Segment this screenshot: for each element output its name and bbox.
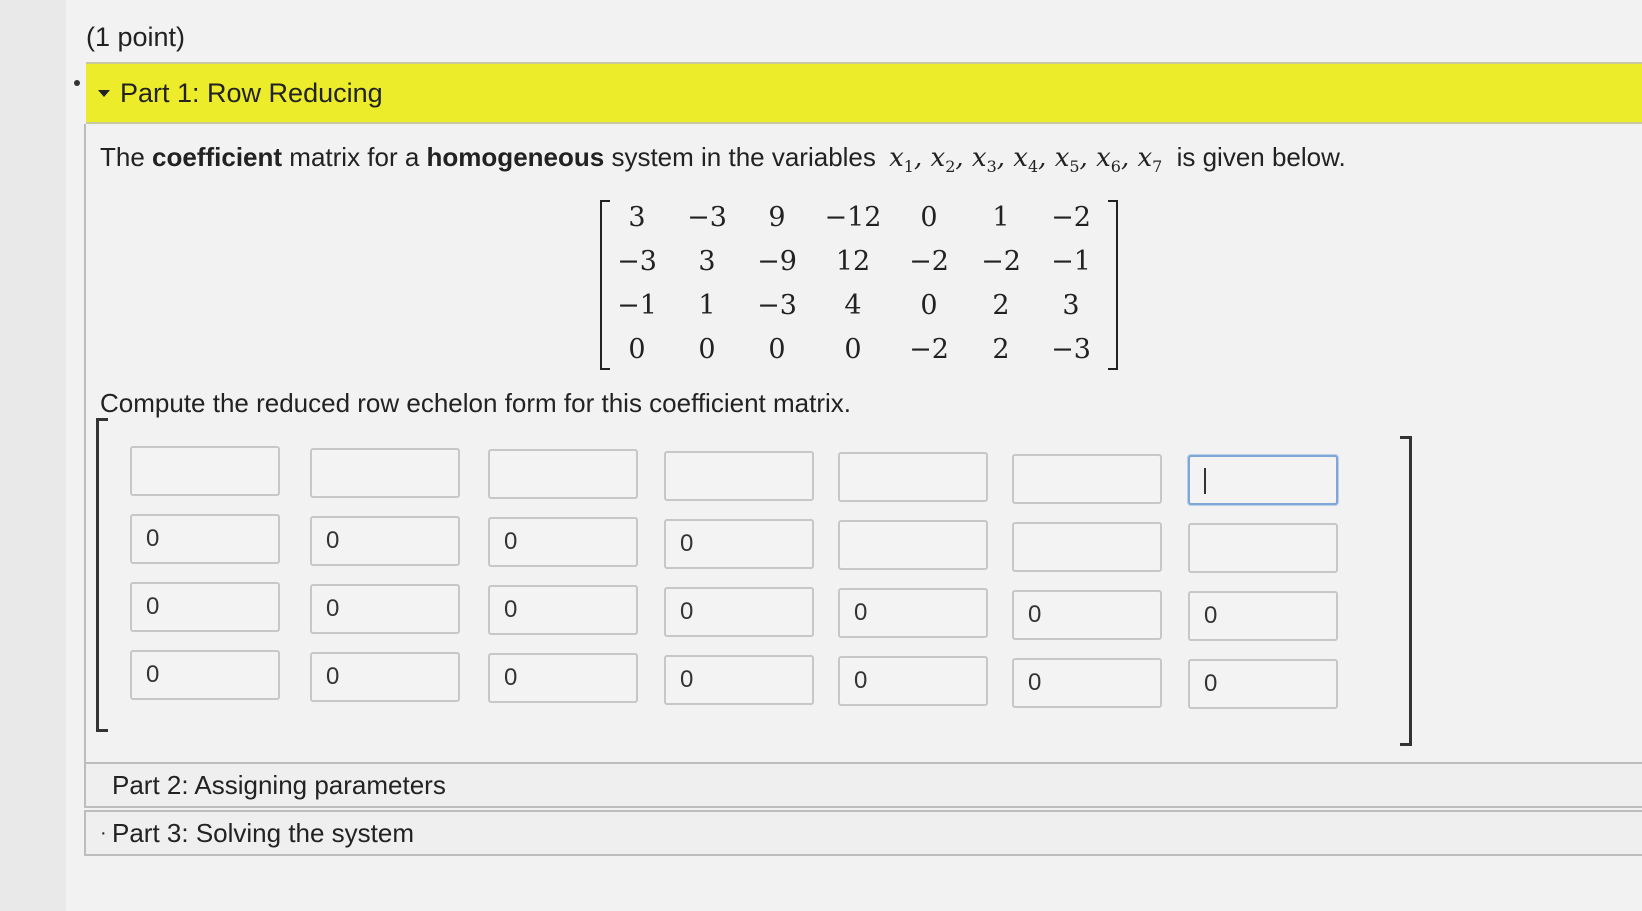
part1-title: Part 1: Row Reducing <box>120 77 383 108</box>
bullet-dot <box>74 80 80 86</box>
rref-entry-value: 0 <box>1204 602 1218 629</box>
var: x <box>1054 143 1070 173</box>
matrix-cell: 0 <box>920 202 938 233</box>
rref-entry-input[interactable] <box>1012 658 1162 708</box>
rref-entry-input[interactable] <box>310 516 460 566</box>
matrix-cell: 1 <box>698 290 716 321</box>
matrix-cell: −2 <box>909 246 949 277</box>
coefficient-matrix <box>600 200 1118 372</box>
intro-bold-homogeneous: homogeneous <box>426 142 605 172</box>
matrix-cell: 0 <box>768 334 786 365</box>
matrix-cell: −2 <box>981 246 1021 277</box>
matrix-cell: 0 <box>920 290 938 321</box>
rref-entry-input[interactable] <box>130 514 280 564</box>
rref-entry-value: 0 <box>326 663 340 690</box>
matrix-cell: 3 <box>628 202 646 233</box>
compute-instruction: Compute the reduced row echelon form for this coefficient matrix. <box>100 388 851 418</box>
matrix-cell: −3 <box>1051 334 1091 365</box>
answer-left-bracket <box>96 418 108 732</box>
rref-entry-input[interactable] <box>1188 659 1338 709</box>
rref-entry-input[interactable] <box>838 588 988 638</box>
rref-entry-input[interactable] <box>130 650 280 700</box>
var-sub: 2 <box>945 157 956 177</box>
part2-header[interactable] <box>84 762 1642 808</box>
matrix-cell: −3 <box>757 290 797 321</box>
collapse-triangle-icon[interactable] <box>98 90 110 97</box>
rref-entry-value: 0 <box>146 525 160 552</box>
rref-entry-input[interactable] <box>488 449 638 499</box>
rref-entry-value: 0 <box>1204 670 1218 697</box>
rref-entry-input[interactable] <box>664 519 814 569</box>
rref-entry-input[interactable] <box>488 585 638 635</box>
var: x <box>971 143 987 173</box>
var-sub: 7 <box>1152 157 1163 177</box>
rref-entry-value: 0 <box>504 664 518 691</box>
matrix-cell: 9 <box>768 202 786 233</box>
rref-entry-input[interactable] <box>664 587 814 637</box>
intro-text: matrix for a <box>282 142 427 172</box>
variable-list: $x_1$, $x_2$, $x_3$, $x_4$, $x_5$, $x_6$, $x_7$ <box>889 143 1163 177</box>
matrix-cell: 1 <box>992 202 1010 233</box>
matrix-right-bracket <box>1108 200 1118 370</box>
var: x <box>1137 143 1153 173</box>
var-sub: 3 <box>986 157 997 177</box>
rref-entry-value: 0 <box>680 598 694 625</box>
rref-entry-input[interactable] <box>130 582 280 632</box>
rref-entry-input[interactable] <box>1188 523 1338 573</box>
problem-statement <box>100 142 1346 176</box>
matrix-cell: 12 <box>835 246 871 277</box>
matrix-cell: 0 <box>844 334 862 365</box>
var: x <box>1096 143 1111 173</box>
intro-text: is given below. <box>1176 142 1346 172</box>
rref-entry-input[interactable] <box>1012 522 1162 572</box>
rref-entry-value: 0 <box>854 599 868 626</box>
rref-entry-value: 0 <box>504 528 518 555</box>
rref-entry-input[interactable] <box>1012 590 1162 640</box>
rref-entry-value: 0 <box>326 595 340 622</box>
rref-entry-input[interactable] <box>664 655 814 705</box>
rref-entry-input[interactable] <box>838 452 988 502</box>
rref-entry-input[interactable] <box>310 584 460 634</box>
matrix-cell: −3 <box>687 202 727 233</box>
intro-text: system in the variables <box>604 142 876 172</box>
rref-entry-input[interactable] <box>130 446 280 496</box>
rref-entry-value: 0 <box>1028 669 1042 696</box>
answer-right-bracket <box>1400 436 1412 746</box>
part3-header[interactable] <box>84 810 1642 856</box>
rref-entry-input[interactable] <box>310 448 460 498</box>
matrix-cell: 2 <box>992 290 1010 321</box>
points-label: (1 point) <box>86 22 186 52</box>
rref-entry-value: 0 <box>146 661 160 688</box>
rref-entry-input[interactable] <box>488 517 638 567</box>
text-cursor-icon <box>1204 468 1206 494</box>
matrix-cell: −2 <box>1051 202 1091 233</box>
matrix-cell: −2 <box>909 334 949 365</box>
matrix-cell: 3 <box>698 246 716 277</box>
var-sub: 5 <box>1069 157 1080 177</box>
rref-entry-value: 0 <box>504 596 518 623</box>
intro-text: The <box>100 142 153 172</box>
matrix-cell: 0 <box>628 334 646 365</box>
var-sub: 1 <box>903 157 914 177</box>
matrix-cell: −1 <box>617 290 657 321</box>
part2-title: Part 2: Assigning parameters <box>112 769 446 800</box>
part1-header[interactable] <box>86 62 1642 124</box>
matrix-cell: 4 <box>844 290 862 321</box>
matrix-cell: −1 <box>1051 246 1091 277</box>
var: x <box>930 143 946 173</box>
var: x <box>889 143 904 173</box>
matrix-cell: 0 <box>698 334 716 365</box>
rref-entry-input[interactable] <box>1188 455 1338 505</box>
var-sub: 6 <box>1110 157 1121 177</box>
matrix-cell: 2 <box>992 334 1010 365</box>
rref-entry-input[interactable] <box>310 652 460 702</box>
rref-entry-input[interactable] <box>1188 591 1338 641</box>
matrix-cell: 3 <box>1062 290 1080 321</box>
rref-entry-input[interactable] <box>1012 454 1162 504</box>
rref-entry-value: 0 <box>854 667 868 694</box>
var: x <box>1013 143 1028 173</box>
matrix-cell: −12 <box>824 202 882 233</box>
rref-entry-input[interactable] <box>838 520 988 570</box>
rref-entry-value: 0 <box>680 530 694 557</box>
var-sub: 4 <box>1027 157 1039 177</box>
matrix-cell: −3 <box>617 246 657 277</box>
rref-entry-input[interactable] <box>664 451 814 501</box>
rref-entry-input[interactable] <box>488 653 638 703</box>
matrix-cell: −9 <box>757 246 797 277</box>
intro-bold-coefficient: coefficient <box>152 142 283 172</box>
part3-title: Part 3: Solving the system <box>112 817 415 848</box>
part3-bullet: · <box>100 821 107 844</box>
rref-entry-value: 0 <box>680 666 694 693</box>
rref-entry-value: 0 <box>1028 601 1042 628</box>
rref-entry-input[interactable] <box>838 656 988 706</box>
rref-entry-value: 0 <box>146 593 160 620</box>
rref-entry-value: 0 <box>326 527 340 554</box>
